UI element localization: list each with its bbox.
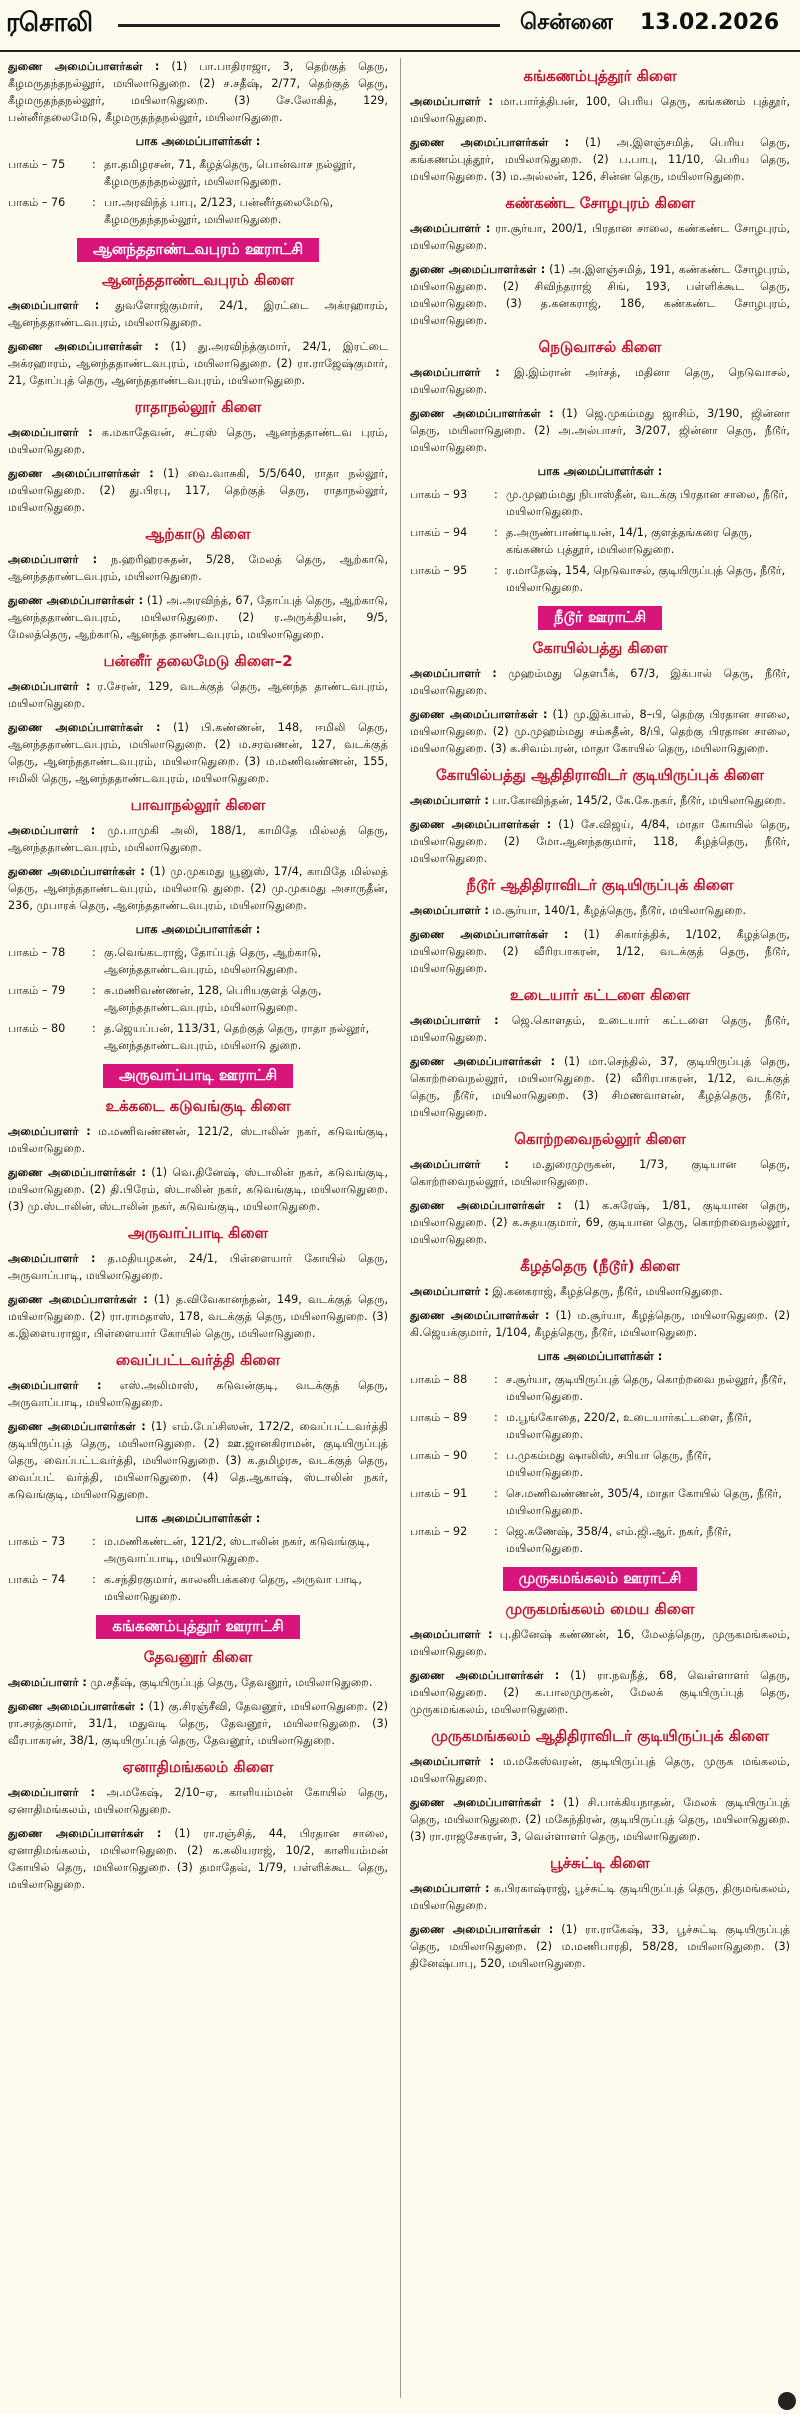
entry-text: (1) மு.முகமது யூனுஸ், 17/4, காமிதே மில்லத் தெரு, ஆனந்ததாண்டவபுரம், மயிலாடு துறை. (2) மு.முகமது அசாருதீன், 236, முபாரக் தெரு, ஆனந்ததாண்டவபுரம், மயிலாடுதுறை. bbox=[8, 865, 388, 912]
booth-separator: : bbox=[92, 984, 96, 997]
branch-heading: கீழத்தெரு (நீடூர்) கிளை bbox=[520, 1257, 680, 1275]
entry-text: பு.தினேஷ் கண்ணன், 16, மேலத்தெரு, முருகமங்கலம், மயிலாடுதுறை. bbox=[410, 1628, 790, 1658]
member-entry bbox=[8, 678, 388, 712]
entry-text: (1) மா.செந்தில், 37, குடியிருப்புத் தெரு, கொற்றவைநல்லூர், மயிலாடுதுறை. (2) வீரிரபாகரன், 1/12, வடக்குத் தெரு, நீடூர், மயிலாடுதுறை. (3) சிமணவாளன், கீழத்தெரு, நீடூர், மயிலாடுதுறை. bbox=[410, 1055, 790, 1119]
role-label: அமைப்பாளர் : bbox=[8, 299, 100, 312]
role-label: அமைப்பாளர் : bbox=[410, 1882, 490, 1895]
member-entry bbox=[8, 551, 388, 585]
branch-heading: ஏனாதிமங்கலம் கிளை bbox=[122, 1758, 274, 1776]
role-label: அமைப்பாளர் : bbox=[8, 1379, 102, 1392]
member-entry bbox=[410, 1012, 790, 1046]
booth-row bbox=[8, 156, 388, 190]
branch-heading: கோயில்பத்து ஆதிதிராவிடர் குடியிருப்புக் கிளை bbox=[436, 766, 764, 784]
role-label: அமைப்பாளர் : bbox=[8, 426, 93, 439]
member-entry bbox=[8, 719, 388, 787]
role-label: துணை அமைப்பாளர்கள் : bbox=[8, 467, 154, 480]
entry-text: இ.கனகராஜ், கீழத்தெரு, நீடூர், மயிலாடுதுறை. bbox=[488, 1285, 723, 1298]
member-entry bbox=[410, 792, 790, 809]
role-label: அமைப்பாளர் : bbox=[410, 1014, 499, 1027]
role-label: துணை அமைப்பாளர்கள் : bbox=[8, 594, 144, 607]
role-label: துணை அமைப்பாளர்கள் : bbox=[8, 721, 161, 734]
booth-text: த.அருண்பாண்டியன், 14/1, குளத்தங்கரை தெரு, கங்கணம் புத்தூர், மயிலாடுதுறை. bbox=[506, 526, 753, 556]
entry-text: (1) வை.வாசுகி, 5/5/640, ராதா நல்லூர், மயிலாடுதுறை. (2) து.பிரபு, 117, தெற்குத் தெரு, ராதாநல்லூர், மயிலாடுதுறை. bbox=[8, 467, 388, 514]
entry-text: (1) த.விவேகானந்தன், 149, வடக்குத் தெரு, மயிலாடுதுறை. (2) ரா.ராமதாஸ், 178, வடக்குத் தெரு, மயிலாடுதுறை. (3) க.இளையராஜா, பிள்ளையார் கோயில் தெரு, மயிலாடுதுறை. bbox=[8, 1293, 388, 1340]
branch-heading: கோயில்பத்து கிளை bbox=[532, 639, 668, 657]
booth-row bbox=[8, 1020, 388, 1054]
role-label: அமைப்பாளர் : bbox=[8, 680, 91, 693]
panchayat-banner bbox=[410, 1567, 790, 1591]
entry-text: த.மதியழகன், 24/1, பிள்ளையார் கோயில் தெரு, அருவாப்பாடி, மயிலாடுதுறை. bbox=[8, 1252, 388, 1282]
edition-city: சென்னை bbox=[520, 10, 613, 35]
member-entry bbox=[8, 1377, 388, 1411]
role-label: அமைப்பாளர் : bbox=[410, 1755, 495, 1768]
booth-row bbox=[410, 486, 790, 520]
subsection-heading: பாக அமைப்பாளர்கள் : bbox=[135, 922, 261, 936]
entry-text: ஜெ.கொளதம், உடையார் கட்டளை தெரு, நீடூர், மயிலாடுதுறை. bbox=[410, 1014, 790, 1044]
entry-text: (1) அ.அரவிந்த், 67, தோப்புத் தெரு, ஆற்காடு, ஆனந்ததாண்டவபுரம், மயிலாடுதுறை. (2) ர.அருக்தியன், 9/5, மேலத்தெரு, ஆற்காடு, ஆனந்த தாண்டவபுரம், மயிலாடுதுறை. bbox=[8, 594, 388, 641]
edition-date: 13.02.2026 bbox=[640, 10, 780, 35]
booth-number: பாகம் – 94 bbox=[410, 526, 468, 539]
panchayat-banner bbox=[8, 1615, 388, 1639]
entry-text: அ.மகேஷ், 2/10–ஏ, காளியம்மன் கோயில் தெரு, ஏனாதிமங்கலம், மயிலாடுதுறை. bbox=[8, 1786, 388, 1816]
panchayat-banner bbox=[8, 1064, 388, 1088]
role-label: துணை அமைப்பாளர்கள் : bbox=[8, 1420, 146, 1433]
booth-text: ம.பூங்கோதை, 220/2, உடையார்கட்டளை, நீடூர், மயிலாடுதுறை. bbox=[506, 1411, 752, 1441]
entry-text: ம.துரைமுருகன், 1/73, குடியான தெரு, கொற்றவைநல்லூர், மயிலாடுதுறை. bbox=[410, 1158, 790, 1188]
left-column bbox=[8, 58, 388, 2398]
branch-heading: உக்கடை கடுவங்குடி கிளை bbox=[105, 1097, 291, 1115]
member-entry bbox=[8, 1291, 388, 1342]
role-label: அமைப்பாளர் : bbox=[410, 366, 500, 379]
member-entry bbox=[8, 1784, 388, 1818]
role-label: துணை அமைப்பாளர்கள் : bbox=[410, 1796, 555, 1809]
entry-text: (1) க.சுரேஷ், 1/81, குடியான தெரு, மயிலாடுதுறை. (2) க.சுதயகுமார், 69, குடியான தெரு, கொற்றவைநல்லூர், மயிலாடுதுறை. bbox=[410, 1199, 790, 1246]
booth-number: பாகம் – 75 bbox=[8, 158, 66, 171]
member-entry bbox=[8, 1164, 388, 1215]
role-label: துணை அமைப்பாளர்கள் : bbox=[410, 928, 569, 941]
booth-row bbox=[8, 194, 388, 228]
booth-text: செ.மணிவண்ணன், 305/4, மாதா கோயில் தெரு, நீடூர், மயிலாடுதுறை. bbox=[506, 1487, 782, 1517]
member-entry bbox=[410, 902, 790, 919]
branch-heading: கொற்றவைநல்லூர் கிளை bbox=[514, 1130, 686, 1148]
member-entry bbox=[8, 465, 388, 516]
booth-text: தா.தமிழரசன், 71, கீழத்தெரு, பொன்வாச நல்லூர், கீழமருதந்தநல்லூர், மயிலாடுதுறை. bbox=[104, 158, 356, 188]
branch-heading: பூச்சுட்டி கிளை bbox=[550, 1854, 650, 1872]
entry-text: க.பிரகாஷ்ராஜ், பூச்சுட்டி குடியிருப்புத் தெரு, திருமங்கலம், மயிலாடுதுறை. bbox=[410, 1882, 790, 1912]
entry-text: எஸ்.அலிமாஸ், கடுவன்குடி, வடக்குத் தெரு, அருவாப்பாடி, மயிலாடுதுறை. bbox=[8, 1379, 388, 1409]
panchayat-banner-label: அருவாப்பாடி ஊராட்சி bbox=[103, 1064, 293, 1088]
role-label: துணை அமைப்பாளர்கள் : bbox=[8, 1827, 162, 1840]
booth-text: ஜெ.கணேஷ், 358/4, எம்.ஜி.ஆர். நகர், நீடூர், மயிலாடுதுறை. bbox=[506, 1525, 732, 1555]
role-label: துணை அமைப்பாளர்கள் : bbox=[8, 340, 159, 353]
right-column bbox=[410, 58, 790, 2398]
booth-text: கு.வெங்கடராஜ், தோப்புத் தெரு, ஆற்காடு, ஆனந்ததாண்டவபுரம், மயிலாடுதுறை. bbox=[104, 946, 322, 976]
booth-separator: : bbox=[494, 526, 498, 539]
member-entry bbox=[8, 297, 388, 331]
member-entry bbox=[8, 1825, 388, 1893]
member-entry bbox=[410, 220, 790, 254]
booth-text: மு.முஹம்மது நிபாஸ்தீன், வடக்கு பிரதான சாலை, நீடூர், மயிலாடுதுறை. bbox=[506, 488, 788, 518]
booth-number: பாகம் – 95 bbox=[410, 564, 468, 577]
booth-number: பாகம் – 74 bbox=[8, 1573, 66, 1586]
entry-text: (1) அ.இளஞ்சமித், 191, கண்கண்ட சோழபுரம், மயிலாடுதுறை. (2) சிவிந்தராஜ் சிங், 193, பள்ளிக்கூட தெரு, மயிலாடுதுறை. (3) த.கனகராஜ், 186, கண்கண்ட சோழபுரம், மயிலாடுதுறை. bbox=[410, 263, 790, 327]
masthead-rule bbox=[118, 24, 500, 27]
booth-text: ச.சூர்யா, குடியிருப்புத் தெரு, கொற்றவை நல்லூர், நீடூர், மயிலாடுதுறை. bbox=[506, 1373, 787, 1403]
entry-text: ரா.சூர்யா, 200/1, பிரதான சாலை, கண்கண்ட சோழபுரம், மயிலாடுதுறை. bbox=[410, 222, 790, 252]
branch-heading: ஆற்காடு கிளை bbox=[145, 525, 251, 543]
branch-heading: பன்னீர் தலைமேடு கிளை–2 bbox=[103, 652, 293, 670]
branch-heading: தேவனூர் கிளை bbox=[143, 1648, 253, 1666]
booth-separator: : bbox=[494, 564, 498, 577]
entry-text: க.மகாதேவன், சட்ரஸ் தெரு, ஆனந்ததாண்டவ புரம், மயிலாடுதுறை. bbox=[8, 426, 388, 456]
member-entry bbox=[8, 1698, 388, 1749]
role-label: துணை அமைப்பாளர்கள் : bbox=[8, 60, 160, 73]
booth-number: பாகம் – 79 bbox=[8, 984, 66, 997]
branch-heading: ஆனந்ததாண்டவபுரம் கிளை bbox=[101, 271, 295, 289]
branch-heading: முருகமங்கலம் மைய கிளை bbox=[505, 1600, 695, 1618]
entry-text: (1) ரா.ராகேஷ், 33, பூச்சுட்டி குடியிருப்புத் தெரு, மயிலாடுதுறை. (2) ம.மணிபாரதி, 58/28, மயிலாடுதுறை. (3) தினேஷ்பாபு, 520, மயிலாடுதுறை. bbox=[410, 1923, 790, 1970]
booth-separator: : bbox=[92, 1573, 96, 1586]
role-label: அமைப்பாளர் : bbox=[410, 1285, 489, 1298]
entry-text: பா.கோவிந்தன், 145/2, கே.கே.நகர், நீடூர், மயிலாடுதுறை. bbox=[488, 794, 786, 807]
role-label: துணை அமைப்பாளர்கள் : bbox=[410, 136, 570, 149]
role-label: அமைப்பாளர் : bbox=[410, 904, 489, 917]
booth-separator: : bbox=[92, 1022, 96, 1035]
member-entry bbox=[410, 1283, 790, 1300]
booth-text: சு.மணிவண்ணன், 128, பெரியகுளத் தெரு, ஆனந்ததாண்டவபுரம், மயிலாடுதுறை. bbox=[104, 984, 322, 1014]
page-number-badge bbox=[778, 2392, 796, 2410]
branch-heading: வைப்பட்டவர்த்தி கிளை bbox=[115, 1351, 281, 1369]
booth-number: பாகம் – 73 bbox=[8, 1535, 66, 1548]
booth-separator: : bbox=[494, 1373, 498, 1386]
member-entry bbox=[410, 93, 790, 127]
role-label: அமைப்பாளர் : bbox=[8, 1252, 96, 1265]
branch-heading: முருகமங்கலம் ஆதிதிராவிடர் குடியிருப்புக் கிளை bbox=[431, 1727, 769, 1745]
panchayat-banner bbox=[410, 606, 790, 630]
subsection-heading: பாக அமைப்பாளர்கள் : bbox=[537, 464, 663, 478]
booth-number: பாகம் – 89 bbox=[410, 1411, 468, 1424]
entry-text: (1) பா.பாதிராஜா, 3, தெற்குத் தெரு, கீழமருதந்தநல்லூர், மயிலாடுதுறை. (2) ச.சதீஷ், 2/77, தெற்குத் தெரு, கீழமருதந்தநல்லூர், மயிலாடுதுறை. (3) சே.லோகித், 129, பன்னீர்தலைமேடு, கீழமருதந்தநல்லூர், மயிலாடுதுறை. bbox=[8, 60, 388, 124]
entry-text: (1) அ.இளஞ்சமித், பெரிய தெரு, கங்கணம்புத்தூர், மயிலாடுதுறை. (2) ப.பாபு, 11/10, பெரிய தெரு, மயிலாடுதுறை. (3) ம.அல்லன், 126, சின்ன தெரு, மயிலாடுதுறை. bbox=[410, 136, 790, 183]
member-entry bbox=[410, 1667, 790, 1718]
entry-text: (1) சிகார்த்திக், 1/102, கீழத்தெரு, மயிலாடுதுறை. (2) வீரிரபாகரன், 1/12, வடக்குத் தெரு, நீடூர், மயிலாடுதுறை. bbox=[410, 928, 790, 975]
booth-number: பாகம் – 80 bbox=[8, 1022, 66, 1035]
panchayat-banner bbox=[8, 238, 388, 262]
panchayat-banner-label: ஆனந்ததாண்டவபுரம் ஊராட்சி bbox=[77, 238, 319, 262]
branch-heading: நெடுவாசல் கிளை bbox=[538, 338, 662, 356]
branch-heading: அருவாப்பாடி கிளை bbox=[127, 1224, 269, 1242]
member-entry bbox=[410, 1156, 790, 1190]
role-label: துணை அமைப்பாளர்கள் : bbox=[8, 1700, 145, 1713]
booth-separator: : bbox=[92, 158, 96, 171]
member-entry bbox=[410, 134, 790, 185]
entry-text: இ.இம்ரான் அர்சத், மதினா தெரு, நெடுவாசல், மயிலாடுதுறை. bbox=[410, 366, 790, 396]
branch-heading: நீடூர் ஆதிதிராவிடர் குடியிருப்புக் கிளை bbox=[466, 876, 734, 894]
booth-text: ர.மாதேஷ், 154, நெடுவாசல், குடியிருப்புத் தெரு, நீடூர், மயிலாடுதுறை. bbox=[506, 564, 786, 594]
panchayat-banner-label: நீடூர் ஊராட்சி bbox=[538, 606, 662, 630]
booth-row bbox=[8, 944, 388, 978]
member-entry bbox=[410, 1053, 790, 1121]
member-entry bbox=[410, 261, 790, 329]
masthead-title: ரசொலி bbox=[6, 8, 93, 38]
booth-separator: : bbox=[494, 488, 498, 501]
entry-text: துவளோஜ்குமார், 24/1, இரட்டை அக்ரஹாரம், ஆனந்ததாண்டவபுரம், மயிலாடுதுறை. bbox=[8, 299, 388, 329]
entry-text: (1) ரா.ரஞ்சித், 44, பிரதான சாலை, ஏனாதிமங்கலம், மயிலாடுதுறை. (2) க.கலியராஜ், 10/2, காளியம்மன் கோயில் தெரு, மயிலாடுதுறை. (3) தமாதேவ், 1/79, பள்ளிக்கூட தெரு, மயிலாடுதுறை. bbox=[8, 1827, 388, 1891]
member-entry bbox=[8, 338, 388, 389]
role-label: துணை அமைப்பாளர்கள் : bbox=[8, 1166, 146, 1179]
role-label: அமைப்பாளர் : bbox=[8, 1125, 91, 1138]
booth-separator: : bbox=[494, 1449, 498, 1462]
branch-heading: பாவாநல்லூர் கிளை bbox=[130, 796, 266, 814]
member-entry bbox=[410, 1307, 790, 1341]
column-divider bbox=[400, 58, 401, 2398]
entry-text: (1) வெ.தினேஷ், ஸ்டாலின் நகர், கடுவங்குடி, மயிலாடுதுறை. (2) தி.பிரேம், ஸ்டாலின் நகர், கடுவங்குடி, மயிலாடுதுறை. (3) மு.ஸ்டாலின், ஸ்டாலின் நகர், கடுவங்குடி, மயிலாடுதுறை. bbox=[8, 1166, 388, 1213]
entry-text: (1) சே.விஜய், 4/84, மாதா கோயில் தெரு, மயிலாடுதுறை. (2) மோ.ஆனந்தகுமார், 118, கீழத்தெரு, நீடூர், மயிலாடுதுறை. bbox=[410, 818, 790, 865]
role-label: அமைப்பாளர் : bbox=[8, 1786, 95, 1799]
booth-number: பாகம் – 90 bbox=[410, 1449, 468, 1462]
role-label: அமைப்பாளர் : bbox=[8, 553, 98, 566]
booth-text: ம.மணிகண்டன், 121/2, ஸ்டாலின் நகர், கடுவங்குடி, அருவாப்பாடி, மயிலாடுதுறை. bbox=[104, 1535, 370, 1565]
booth-row bbox=[410, 524, 790, 558]
entry-text: மு.பாமுகி அலி, 188/1, காமிதே மில்லத் தெரு, ஆனந்ததாண்டவபுரம், மயிலாடுதுறை. bbox=[8, 824, 388, 854]
member-entry bbox=[410, 364, 790, 398]
member-entry bbox=[410, 1753, 790, 1787]
member-entry bbox=[410, 1197, 790, 1248]
role-label: துணை அமைப்பாளர்கள் : bbox=[410, 708, 548, 721]
entry-text: மா.பார்த்திபன், 100, பெரிய தெரு, கங்கணம் புத்தூர், மயிலாடுதுறை. bbox=[410, 95, 790, 125]
role-label: துணை அமைப்பாளர்கள் : bbox=[8, 1293, 148, 1306]
role-label: அமைப்பாளர் : bbox=[410, 794, 489, 807]
member-entry bbox=[410, 1794, 790, 1845]
booth-separator: : bbox=[494, 1525, 498, 1538]
branch-heading: கண்கண்ட சோழபுரம் கிளை bbox=[505, 194, 695, 212]
role-label: துணை அமைப்பாளர்கள் : bbox=[410, 818, 552, 831]
entry-text: (1) ரா.நவநீத், 68, வெள்ளாளர் தெரு, மயிலாடுதுறை. (2) க.பாலமுருகன், மேலக் குடியிருப்புத் தெரு, முருகமங்கலம், மயிலாடுதுறை. bbox=[410, 1669, 790, 1716]
member-entry bbox=[410, 1626, 790, 1660]
booth-text: க.சந்திரகுமார், காலனிபக்கரை தெரு, அருவா பாடி, மயிலாடுதுறை. bbox=[104, 1573, 362, 1603]
booth-separator: : bbox=[92, 1535, 96, 1548]
entry-text: (1) ஜெ.முகம்மது ஜாசிம், 3/190, ஜின்னா தெரு, மயிலாடுதுறை. (2) அ.அல்பாசர், 3/207, ஜின்னா தெரு, நீடூர், மயிலாடுதுறை. bbox=[410, 407, 790, 454]
booth-number: பாகம் – 76 bbox=[8, 196, 66, 209]
page-header bbox=[0, 0, 800, 52]
entry-text: ம.சூர்யா, 140/1, கீழத்தெரு, நீடூர், மயிலாடுதுறை. bbox=[488, 904, 747, 917]
subsection-heading: பாக அமைப்பாளர்கள் : bbox=[537, 1349, 663, 1363]
booth-separator: : bbox=[494, 1411, 498, 1424]
subsection-heading: பாக அமைப்பாளர்கள் : bbox=[135, 1511, 261, 1525]
booth-row bbox=[8, 1571, 388, 1605]
panchayat-banner-label: கங்கணம்புத்தூர் ஊராட்சி bbox=[96, 1615, 299, 1639]
booth-separator: : bbox=[494, 1487, 498, 1500]
member-entry bbox=[8, 1250, 388, 1284]
booth-number: பாகம் – 91 bbox=[410, 1487, 468, 1500]
entry-text: முஹம்மது தெளபீக், 67/3, இக்பால் தெரு, நீடூர், மயிலாடுதுறை. bbox=[410, 667, 790, 697]
member-entry bbox=[410, 1880, 790, 1914]
role-label: அமைப்பாளர் : bbox=[410, 222, 491, 235]
member-entry bbox=[8, 863, 388, 914]
subsection-heading: பாக அமைப்பாளர்கள் : bbox=[135, 134, 261, 148]
booth-number: பாகம் – 92 bbox=[410, 1525, 468, 1538]
entry-text: (1) சி.பாக்கியநாதன், மேலக் குடியிருப்புத் தெரு, மயிலாடுதுறை. (2) மகேந்திரன், குடியிருப்புத் தெரு, மயிலாடுதுறை. (3) ரா.ராஜசேகரன், 3, வெள்ளாளர் தெரு, மயிலாடுதுறை. bbox=[410, 1796, 790, 1843]
member-entry bbox=[410, 1921, 790, 1972]
role-label: அமைப்பாளர் : bbox=[410, 95, 493, 108]
member-entry bbox=[8, 1674, 388, 1691]
booth-row bbox=[410, 1371, 790, 1405]
booth-row bbox=[410, 1523, 790, 1557]
entry-text: மு.சதீஷ், குடியிருப்புத் தெரு, தேவனூர், மயிலாடுதுறை. bbox=[86, 1676, 373, 1689]
booth-row bbox=[8, 982, 388, 1016]
member-entry bbox=[8, 58, 388, 126]
role-label: துணை அமைப்பாளர்கள் : bbox=[410, 1923, 554, 1936]
role-label: துணை அமைப்பாளர்கள் : bbox=[410, 263, 546, 276]
entry-text: (1) ம.சூர்யா, கீழத்தெரு, மயிலாடுதுறை. (2) கி.ஜெயக்குமார், 1/104, கீழத்தெரு, நீடூர், மயிலாடுதுறை. bbox=[410, 1309, 790, 1339]
entry-text: (1) மு.இக்பால், 8–பி, தெற்கு பிரதான சாலை, மயிலாடுதுறை. (2) மு.முஹம்மது சம்சுதீன், 8/பி, தெற்கு பிரதான சாலை, மயிலாடுதுறை. (3) க.சிவம்பரன், மாதா கோயில் தெரு, மயிலாடுதுறை. bbox=[410, 708, 790, 755]
booth-separator: : bbox=[92, 196, 96, 209]
branch-heading: உடையார் கட்டளை கிளை bbox=[510, 986, 690, 1004]
booth-row bbox=[410, 1409, 790, 1443]
role-label: துணை அமைப்பாளர்கள் : bbox=[410, 1199, 562, 1212]
role-label: துணை அமைப்பாளர்கள் : bbox=[410, 407, 554, 420]
role-label: அமைப்பாளர் : bbox=[8, 824, 96, 837]
member-entry bbox=[8, 424, 388, 458]
booth-separator: : bbox=[92, 946, 96, 959]
role-label: துணை அமைப்பாளர்கள் : bbox=[410, 1669, 560, 1682]
member-entry bbox=[410, 706, 790, 757]
booth-text: பா.அரவிந்த் பாபு, 2/123, பன்னீர்தலைமேடு, கீழமருதந்தநல்லூர், மயிலாடுதுறை. bbox=[104, 196, 334, 226]
booth-number: பாகம் – 78 bbox=[8, 946, 66, 959]
role-label: துணை அமைப்பாளர்கள் : bbox=[8, 865, 145, 878]
member-entry bbox=[410, 926, 790, 977]
role-label: அமைப்பாளர் : bbox=[410, 1628, 493, 1641]
booth-number: பாகம் – 93 bbox=[410, 488, 468, 501]
booth-text: ப.முகம்மது ஷாலிஸ், சபியா தெரு, நீடூர், மயிலாடுதுறை. bbox=[506, 1449, 712, 1479]
entry-text: ர.சேரன், 129, வடக்குத் தெரு, ஆனந்த தாண்டவபுரம், மயிலாடுதுறை. bbox=[8, 680, 388, 710]
member-entry bbox=[8, 1123, 388, 1157]
member-entry bbox=[410, 405, 790, 456]
member-entry bbox=[8, 1418, 388, 1503]
entry-text: (1) கு.சிரஞ்சீவி, தேவனூர், மயிலாடுதுறை. (2) ரா.சரத்குமார், 31/1, மதுவடி தெரு, தேவனூர், மயிலாடுதுறை. (3) வீரபாகரன், 38/1, குடியிருப்புத் தெரு, தேவனூர், மயிலாடுதுறை. bbox=[8, 1700, 388, 1747]
branch-heading: கங்கணம்புத்தூர் கிளை bbox=[523, 67, 677, 85]
entry-text: ம.மணிவண்ணன், 121/2, ஸ்டாலின் நகர், கடுவங்குடி, மயிலாடுதுறை. bbox=[8, 1125, 388, 1155]
panchayat-banner-label: முருகமங்கலம் ஊராட்சி bbox=[503, 1567, 698, 1591]
branch-heading: ராதாநல்லூர் கிளை bbox=[134, 398, 262, 416]
booth-row bbox=[8, 1533, 388, 1567]
booth-row bbox=[410, 562, 790, 596]
member-entry bbox=[8, 822, 388, 856]
role-label: அமைப்பாளர் : bbox=[8, 1676, 87, 1689]
entry-text: (1) எம்.பேப்சிஸன், 172/2, வைப்பட்டவர்த்தி குடியிருப்புத் தெரு, மயிலாடுதுறை. (2) ஊ.ஜானகிராமன், குடியிருப்புத் தெரு, வைப்பட்டவர்த்தி, மயிலாடுதுறை. (3) க.தமிழரசு, வடக்குத் தெரு, வைப்பட் வர்த்தி, மயிலாடுதுறை. (4) தெ.ஆகாஷ், ஸ்டாலின் நகர், கடுவங்குடி, மயிலாடுதுறை. bbox=[8, 1420, 388, 1501]
role-label: துணை அமைப்பாளர்கள் : bbox=[410, 1055, 556, 1068]
role-label: அமைப்பாளர் : bbox=[410, 1158, 509, 1171]
booth-row bbox=[410, 1447, 790, 1481]
booth-text: த.ஜெயப்பன், 113/31, தெற்குத் தெரு, ராதா நல்லூர், ஆனந்ததாண்டவபுரம், மயிலாடு துறை. bbox=[104, 1022, 370, 1052]
entry-text: ந.ஹரிஹரசுதன், 5/28, மேலத் தெரு, ஆற்காடு, ஆனந்ததாண்டவபுரம், மயிலாடுதுறை. bbox=[8, 553, 388, 583]
entry-text: ம.மகேஸ்வரன், குடியிருப்புத் தெரு, முருக மங்கலம், மயிலாடுதுறை. bbox=[410, 1755, 790, 1785]
role-label: துணை அமைப்பாளர்கள் : bbox=[410, 1309, 550, 1322]
role-label: அமைப்பாளர் : bbox=[410, 667, 497, 680]
entry-text: (1) து.அரவிந்த்குமார், 24/1, இரட்டை அக்ரஹாரம், ஆனந்ததாண்டவபுரம், மயிலாடுதுறை. (2) ரா.ராஜேஷ்குமார், 21, தோப்புத் தெரு, ஆனந்ததாண்டவபுரம், மயிலாடுதுறை. bbox=[8, 340, 388, 387]
member-entry bbox=[8, 592, 388, 643]
member-entry bbox=[410, 816, 790, 867]
member-entry bbox=[410, 665, 790, 699]
entry-text: (1) பி.கண்ணன், 148, ஈமிலி தெரு, ஆனந்ததாண்டவபுரம், மயிலாடுதுறை. (2) ம.சரவணன், 127, வடக்குத் தெரு, ஆனந்ததாண்டவபுரம், மயிலாடுதுறை. (3) ம.மணிவண்ணன், 155, ஈமிலி தெரு, ஆனந்ததாண்டவபுரம், மயிலாடுதுறை. bbox=[8, 721, 388, 785]
booth-number: பாகம் – 88 bbox=[410, 1373, 468, 1386]
booth-row bbox=[410, 1485, 790, 1519]
